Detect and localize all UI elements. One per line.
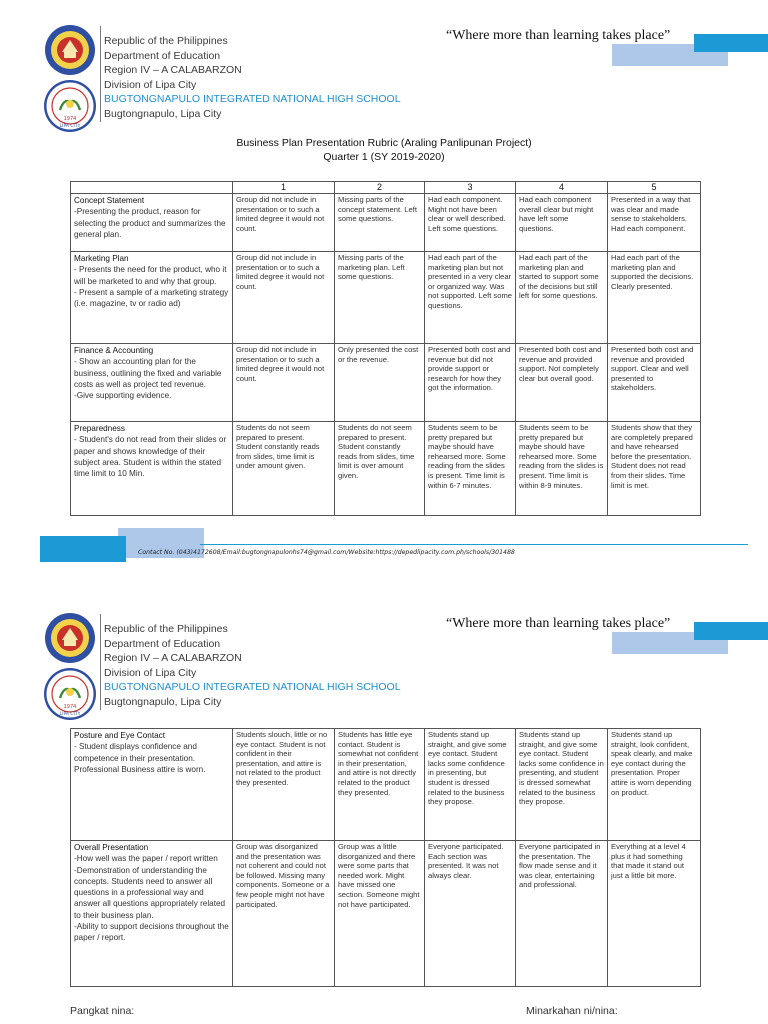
republic-line: Republic of the Philippines [104, 35, 228, 47]
criterion-title: Concept Statement [74, 196, 145, 205]
rubric-header-row [71, 182, 701, 194]
department-line: Department of Education [104, 637, 221, 650]
rubric-cell: Students seem to be pretty prepared but maybe should have rehearsed more. Some reading from the slides is present. Time limit is within 6-7 minutes. [425, 422, 516, 516]
letterhead-second-page [0, 606, 768, 716]
table-row [71, 344, 701, 422]
rubric-cell: Students do not seem prepared to present. Student constantly reads from slides, time limit is under amount given. [233, 422, 335, 516]
rubric-cell: Everything at a level 4 plus it had something that made it stand out just a little bit more. [608, 841, 701, 987]
school-motto: “Where more than learning takes place” [446, 616, 671, 631]
footer-accent-blue [40, 536, 126, 562]
rubric-cell: Students slouch, little or no eye contact. Student is not confident in their presentation, and attire is not related to the product they presented. [233, 729, 335, 841]
column-header: 2 [335, 182, 425, 194]
rubric-cell: Presented both cost and revenue but did not provide support or research for how they got the information. [425, 344, 516, 422]
school-motto: “Where more than learning takes place” [446, 28, 671, 43]
rubric-cell: Group did not include in presentation or to such a limited degree it would not count. [233, 252, 335, 344]
criterion-title: Preparedness [74, 424, 125, 433]
table-row [71, 729, 701, 841]
accent-bar-blue [694, 34, 768, 52]
criterion-title: Marketing Plan [74, 254, 129, 263]
rubric-table [70, 181, 701, 516]
rubric-cell: Group did not include in presentation or to such a limited degree it would not count. [233, 344, 335, 422]
page-footer [0, 528, 768, 578]
rubric-cell: Had each part of the marketing plan and supported the decisions. Clearly presented. [608, 252, 701, 344]
svg-text:LIPA CITY: LIPA CITY [59, 124, 81, 129]
rubric-cell: Everyone participated. Each section was presented. It was not always clear. [425, 841, 516, 987]
agency-block [104, 622, 401, 710]
school-name: BUGTONGNAPULO INTEGRATED NATIONAL HIGH SCHOOL [104, 681, 401, 694]
rubric-cell: Students show that they are completely prepared and have rehearsed before the presentation. Student does not read from their slides. Time limit is met. [608, 422, 701, 516]
rubric-cell: Had each component overall clear but might have left some questions. [516, 194, 608, 252]
school-seal-logo [44, 668, 96, 720]
rubric-cell: Had each part of the marketing plan and started to support some of the decisions but still left for some questions. [516, 252, 608, 344]
criterion-cell [71, 422, 233, 516]
column-header [71, 182, 233, 194]
rubric-cell: Students do not seem prepared to present. Student constantly reads from slides, time limit is over amount given. [335, 422, 425, 516]
rubric-cell: Students stand up straight, and give some eye contact. Student lacks some confidence in presenting, but student is dressed related to the business they propose. [425, 729, 516, 841]
region-line: Region IV – A CALABARZON [104, 64, 242, 77]
rubric-cell: Students has little eye contact. Student is somewhat not confident in their presentation, and attire is not directly related to the product they presented. [335, 729, 425, 841]
rubric-cell: Group did not include in presentation or to such a limited degree it would not count. [233, 194, 335, 252]
header-divider [100, 26, 101, 122]
criterion-description: - Student displays confidence and competence in their presentation. Professional Business attire is worn. [74, 742, 206, 774]
deped-seal-logo [44, 612, 96, 664]
criterion-description: -Presenting the product, reason for selecting the product and summarizes the general plan. [74, 207, 226, 239]
criterion-description: - Presents the need for the product, who it will be marketed to and why that group. - Present a sample of a marketing strategy (i.e. magazine, tv or radio ad) [74, 265, 229, 309]
division-line: Division of Lipa City [104, 78, 197, 91]
republic-line: Republic of the Philippines [104, 623, 228, 635]
rubric-cell: Students seem to be pretty prepared but maybe should have rehearsed more. Some reading from the slides is present. Time limit is within 8-9 minutes. [516, 422, 608, 516]
rubric-cell: Group was disorganized and the presentation was not coherent and could not be followed. Missing many components. Someone or a few people might not have participated. [233, 841, 335, 987]
rubric-cell: Had each component. Might not have been clear or well described. Left some questions. [425, 194, 516, 252]
school-seal-logo [44, 80, 96, 132]
division-line: Division of Lipa City [104, 666, 197, 679]
rubric-cell: Had each part of the marketing plan but not presented in a very clear or organized way. Was not supported. Left some questions. [425, 252, 516, 344]
criterion-description: -How well was the paper / report written -Demonstration of understanding the concepts. Students need to answer all questions in a professional way and answer all questions appropriately related to their business plan. -Ability to support decisions throughout the paper / report. [74, 854, 229, 943]
rubric-cell: Presented both cost and revenue and provided support. Not completely clear but overall good. [516, 344, 608, 422]
svg-text:1974: 1974 [63, 116, 77, 122]
footer-rule [200, 544, 748, 545]
accent-bar-blue [694, 622, 768, 640]
criterion-cell [71, 729, 233, 841]
table-row [71, 194, 701, 252]
svg-text:1974: 1974 [63, 704, 77, 710]
school-address: Bugtongnapulo, Lipa City [104, 695, 222, 708]
svg-text:LIPA CITY: LIPA CITY [59, 712, 81, 717]
criterion-description: - Show an accounting plan for the business, outlining the fixed and variable costs as well as project ted revenue. -Give supporting evidence. [74, 357, 222, 401]
column-header: 5 [608, 182, 701, 194]
criterion-description: - Student's do not read from their slides or paper and shows knowledge of their subject area. Student is within the stated time limit to 10 Min. [74, 435, 227, 479]
graded-by-label: Minarkahan ni/nina: [526, 1005, 618, 1017]
criterion-title: Overall Presentation [74, 843, 149, 852]
letterhead-top [0, 18, 768, 128]
rubric-cell: Students stand up straight, and give some eye contact. Student lacks some confidence in presenting, and student is dressed somewhat related to the business they propose. [516, 729, 608, 841]
rubric-cell: Missing parts of the concept statement. Left some questions. [335, 194, 425, 252]
agency-block [104, 34, 401, 122]
criterion-title: Posture and Eye Contact [74, 731, 166, 740]
school-address: Bugtongnapulo, Lipa City [104, 107, 222, 120]
region-line: Region IV – A CALABARZON [104, 652, 242, 665]
rubric-cell: Presented in a way that was clear and made sense to stakeholders. Had each component. [608, 194, 701, 252]
header-divider [100, 614, 101, 710]
rubric-title-line2: Quarter 1 (SY 2019-2020) [323, 151, 445, 163]
deped-seal-logo [44, 24, 96, 76]
table-row [71, 422, 701, 516]
rubric-title-line1: Business Plan Presentation Rubric (Araling Panlipunan Project) [236, 137, 532, 149]
rubric-cell: Students stand up straight, look confident, speak clearly, and make eye contact during the presentation. Proper attire is worn depending on product. [608, 729, 701, 841]
column-header: 4 [516, 182, 608, 194]
rubric-cell: Presented both cost and revenue and provided support. Clear and well presented to stakeholders. [608, 344, 701, 422]
criterion-cell [71, 252, 233, 344]
criterion-cell [71, 194, 233, 252]
criterion-title: Finance & Accounting [74, 346, 154, 355]
department-line: Department of Education [104, 49, 221, 62]
column-header: 3 [425, 182, 516, 194]
table-row [71, 841, 701, 987]
column-header: 1 [233, 182, 335, 194]
rubric-cell: Everyone participated in the presentation. The flow made sense and it was clear, entertaining and professional. [516, 841, 608, 987]
criterion-cell [71, 344, 233, 422]
school-name: BUGTONGNAPULO INTEGRATED NATIONAL HIGH SCHOOL [104, 93, 401, 106]
rubric-cell: Group was a little disorganized and there were some parts that needed work. Might have missed one section. Someone might not have participated. [335, 841, 425, 987]
rubric-table-continued [70, 728, 701, 987]
criterion-cell [71, 841, 233, 987]
rubric-cell: Missing parts of the marketing plan. Left some questions. [335, 252, 425, 344]
rubric-title [0, 136, 768, 164]
contact-info: Contact No. (043)4172608/Email:bugtongnapulonhs74@gmail.com/Website:https://depedlipacity.com.ph/schools/301488 [138, 549, 515, 556]
table-row [71, 252, 701, 344]
group-members-label: Pangkat nina: [70, 1005, 135, 1017]
rubric-cell: Only presented the cost or the revenue. [335, 344, 425, 422]
